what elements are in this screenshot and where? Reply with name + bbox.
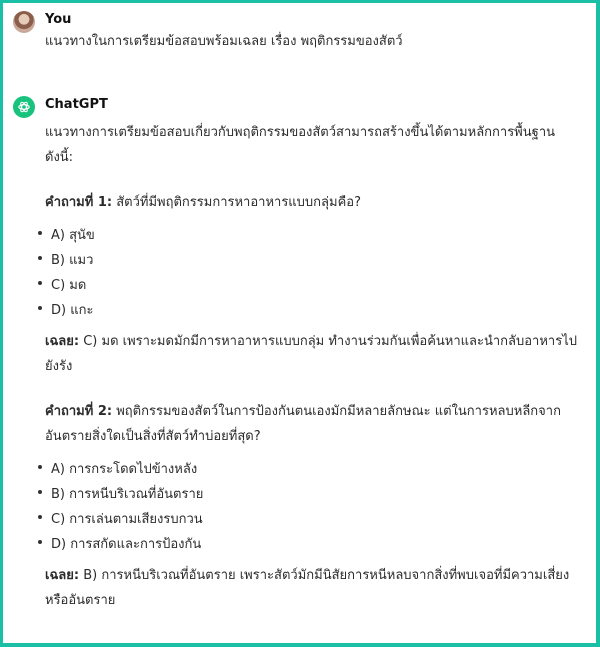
chatgpt-logo-icon — [13, 96, 35, 118]
question-2-label: คำถามที่ 2: — [45, 404, 113, 419]
list-item: A) การกระโดดไปข้างหลัง — [45, 457, 584, 482]
list-item: A) สุนัข — [45, 223, 584, 248]
question-2-text: พฤติกรรมของสัตว์ในการป้องกันตนเองมักมีหลายลักษณะ แต่ในการหลบหลีกจากอันตรายสิ่งใดเป็นสิ่งที่สัตว์ทำบ่อยที่สุด? — [45, 404, 561, 444]
answer-2-label: เฉลย: — [45, 568, 80, 583]
list-item: D) การสกัดและการป้องกัน — [45, 532, 584, 557]
answer-1-label: เฉลย: — [45, 334, 80, 349]
assistant-message — [3, 96, 596, 613]
user-sender-name: You — [45, 12, 72, 27]
assistant-intro: แนวทางการเตรียมข้อสอบเกี่ยวกับพฤติกรรมของสัตว์สามารถสร้างขึ้นได้ตามหลักการพื้นฐาน ดังนี้: — [45, 125, 556, 165]
answer-1-text: C) มด เพราะมดมักมีการหาอาหารแบบกลุ่ม ทำงานร่วมกันเพื่อค้นหาและนำกลับอาหารไปยังรัง — [45, 334, 577, 374]
answer-2-text: B) การหนีบริเวณที่อันตราย เพราะสัตว์มักมีนิสัยการหนีหลบจากสิ่งที่พบเจอที่มีความเสี่ยงหรืออันตราย — [45, 568, 570, 608]
question-1-label: คำถามที่ 1: — [45, 195, 113, 210]
user-avatar — [13, 11, 35, 33]
user-message-text: แนวทางในการเตรียมข้อสอบพร้อมเฉลย เรื่อง พฤติกรรมของสัตว์ — [45, 34, 403, 49]
list-item: C) มด — [45, 273, 584, 298]
list-item: B) การหนีบริเวณที่อันตราย — [45, 482, 584, 507]
list-item: D) แกะ — [45, 298, 584, 323]
assistant-sender-name: ChatGPT — [45, 97, 108, 112]
list-item: C) การเล่นตามเสียงรบกวน — [45, 507, 584, 532]
question-2 — [45, 399, 584, 449]
list-item: B) แมว — [45, 248, 584, 273]
question-1 — [45, 190, 584, 215]
question-1-options — [45, 223, 584, 323]
answer-1 — [45, 329, 584, 379]
question-2-options — [45, 457, 584, 557]
chat-window — [3, 3, 596, 643]
answer-2 — [45, 563, 584, 613]
question-1-text: สัตว์ที่มีพฤติกรรมการหาอาหารแบบกลุ่มคือ? — [116, 195, 361, 210]
user-message — [3, 11, 596, 54]
